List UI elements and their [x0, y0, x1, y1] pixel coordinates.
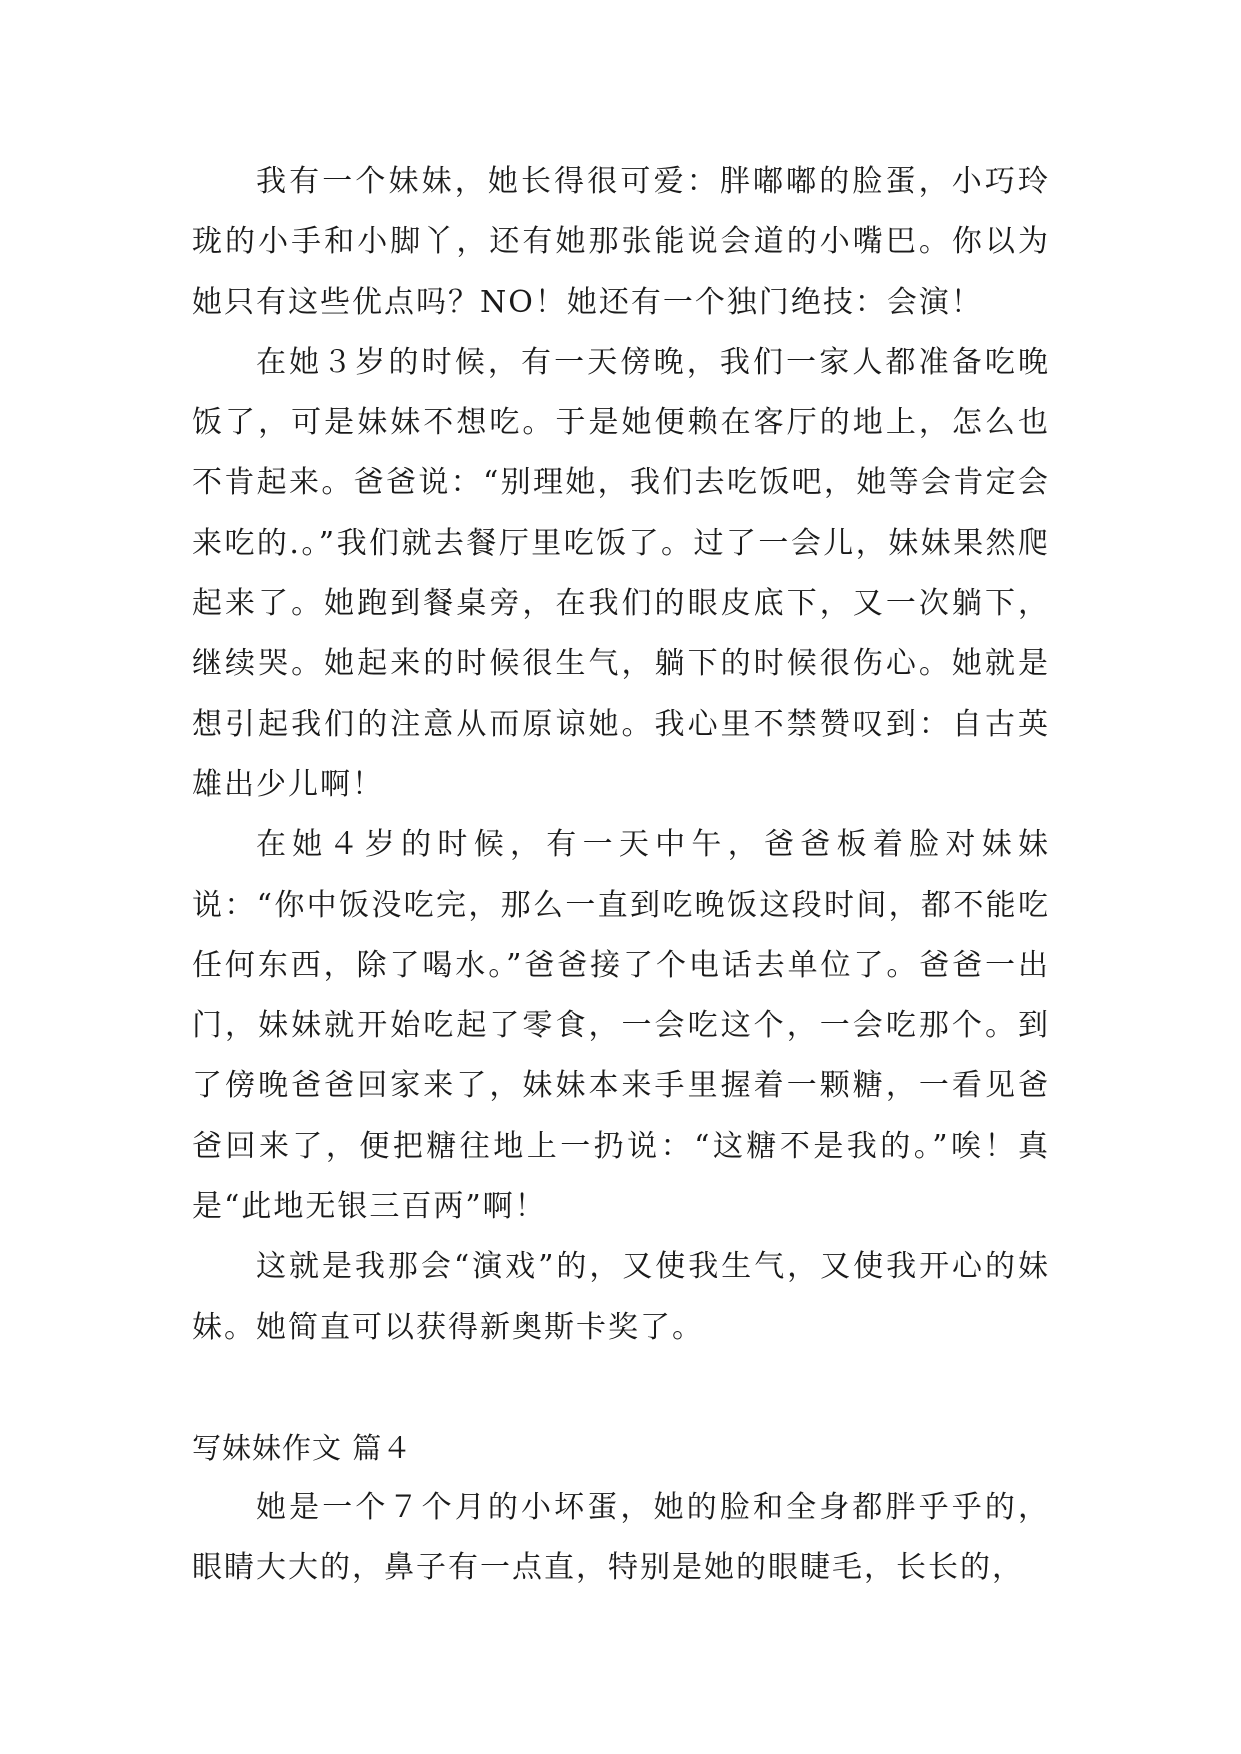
paragraph-intro: 我有一个妹妹，她长得很可爱：胖嘟嘟的脸蛋，小巧玲珑的小手和小脚丫，还有她那张能说会道的小嘴巴。你以为她只有这些优点吗？NO！她还有一个独门绝技：会演！	[192, 164, 1050, 320]
document-page	[192, 152, 1050, 1599]
paragraph-section-four-start: 她是一个７个月的小坏蛋，她的脸和全身都胖乎乎的，眼睛大大的，鼻子有一点直，特别是她的眼睫毛，长长的，	[192, 1489, 1050, 1586]
paragraph-age-four: 在她４岁的时候，有一天中午，爸爸板着脸对妹妹说：“你中饭没吃完，那么一直到吃晚饭这段时间，都不能吃任何东西，除了喝水。”爸爸接了个电话去单位了。爸爸一出门，妹妹就开始吃起了零食，一会吃这个，一会吃那个。到了傍晚爸爸回家来了，妹妹本来手里握着一颗糖，一看见爸爸回来了，便把糖往地上一扔说：“这糖不是我的。”唉！真是“此地无银三百两”啊！	[192, 827, 1050, 1225]
section-spacer	[192, 1358, 1050, 1418]
paragraph-conclusion: 这就是我那会“演戏”的，又使我生气，又使我开心的妹妹。她简直可以获得新奥斯卡奖了。	[192, 1249, 1050, 1345]
section-heading: 写妹妹作文 篇４	[192, 1430, 413, 1465]
paragraph-age-three: 在她３岁的时候，有一天傍晚，我们一家人都准备吃晚饭了，可是妹妹不想吃。于是她便赖在客厅的地上，怎么也不肯起来。爸爸说：“别理她，我们去吃饭吧，她等会肯定会来吃的.。”我们就去餐厅里吃饭了。过了一会儿，妹妹果然爬起来了。她跑到餐桌旁，在我们的眼皮底下，又一次躺下，继续哭。她起来的时候很生气，躺下的时候很伤心。她就是想引起我们的注意从而原谅她。我心里不禁赞叹到：自古英雄出少儿啊！	[192, 344, 1050, 802]
